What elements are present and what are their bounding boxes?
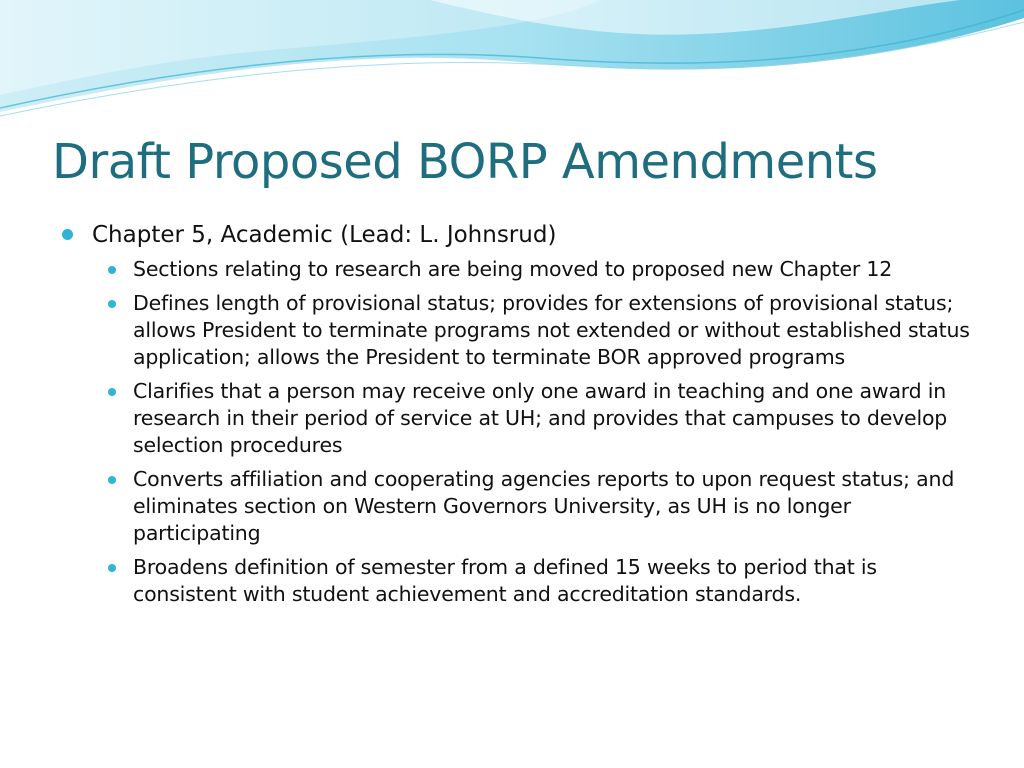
main-bullet-text: Chapter 5, Academic (Lead: L. Johnsrud): [92, 222, 557, 248]
sub-bullet: [133, 290, 980, 371]
header-wave-decoration: [0, 0, 1024, 130]
sub-bullet: [133, 378, 980, 459]
main-bullet: [60, 220, 980, 250]
sub-bullet-text: Converts affiliation and cooperating agencies reports to upon request status; and eliminates section on Western Governors University, as UH is no longer participating: [133, 467, 955, 545]
bullet-icon: [62, 229, 73, 240]
sub-bullet-text: Clarifies that a person may receive only one award in teaching and one award in research in their period of service at UH; and provides that campuses to develop selection procedures: [133, 379, 948, 457]
bullet-icon: [108, 476, 116, 484]
sub-bullet-text: Defines length of provisional status; provides for extensions of provisional status; allows President to terminate programs not extended or without established status application; allows the President to terminate BOR approved programs: [133, 291, 970, 369]
bullet-icon: [108, 388, 116, 396]
slide-title: Draft Proposed BORP Amendments: [52, 134, 878, 190]
sub-bullet-text: Sections relating to research are being moved to proposed new Chapter 12: [133, 257, 893, 281]
sub-bullet: [133, 554, 980, 608]
bullet-icon: [108, 564, 116, 572]
sub-bullet: [133, 256, 980, 283]
slide-content: [60, 220, 980, 615]
sub-bullet-text: Broadens definition of semester from a defined 15 weeks to period that is consistent with student achievement and accreditation standards.: [133, 555, 877, 606]
bullet-icon: [108, 266, 116, 274]
sub-bullet: [133, 466, 980, 547]
bullet-icon: [108, 300, 116, 308]
sub-bullet-list: [60, 256, 980, 608]
